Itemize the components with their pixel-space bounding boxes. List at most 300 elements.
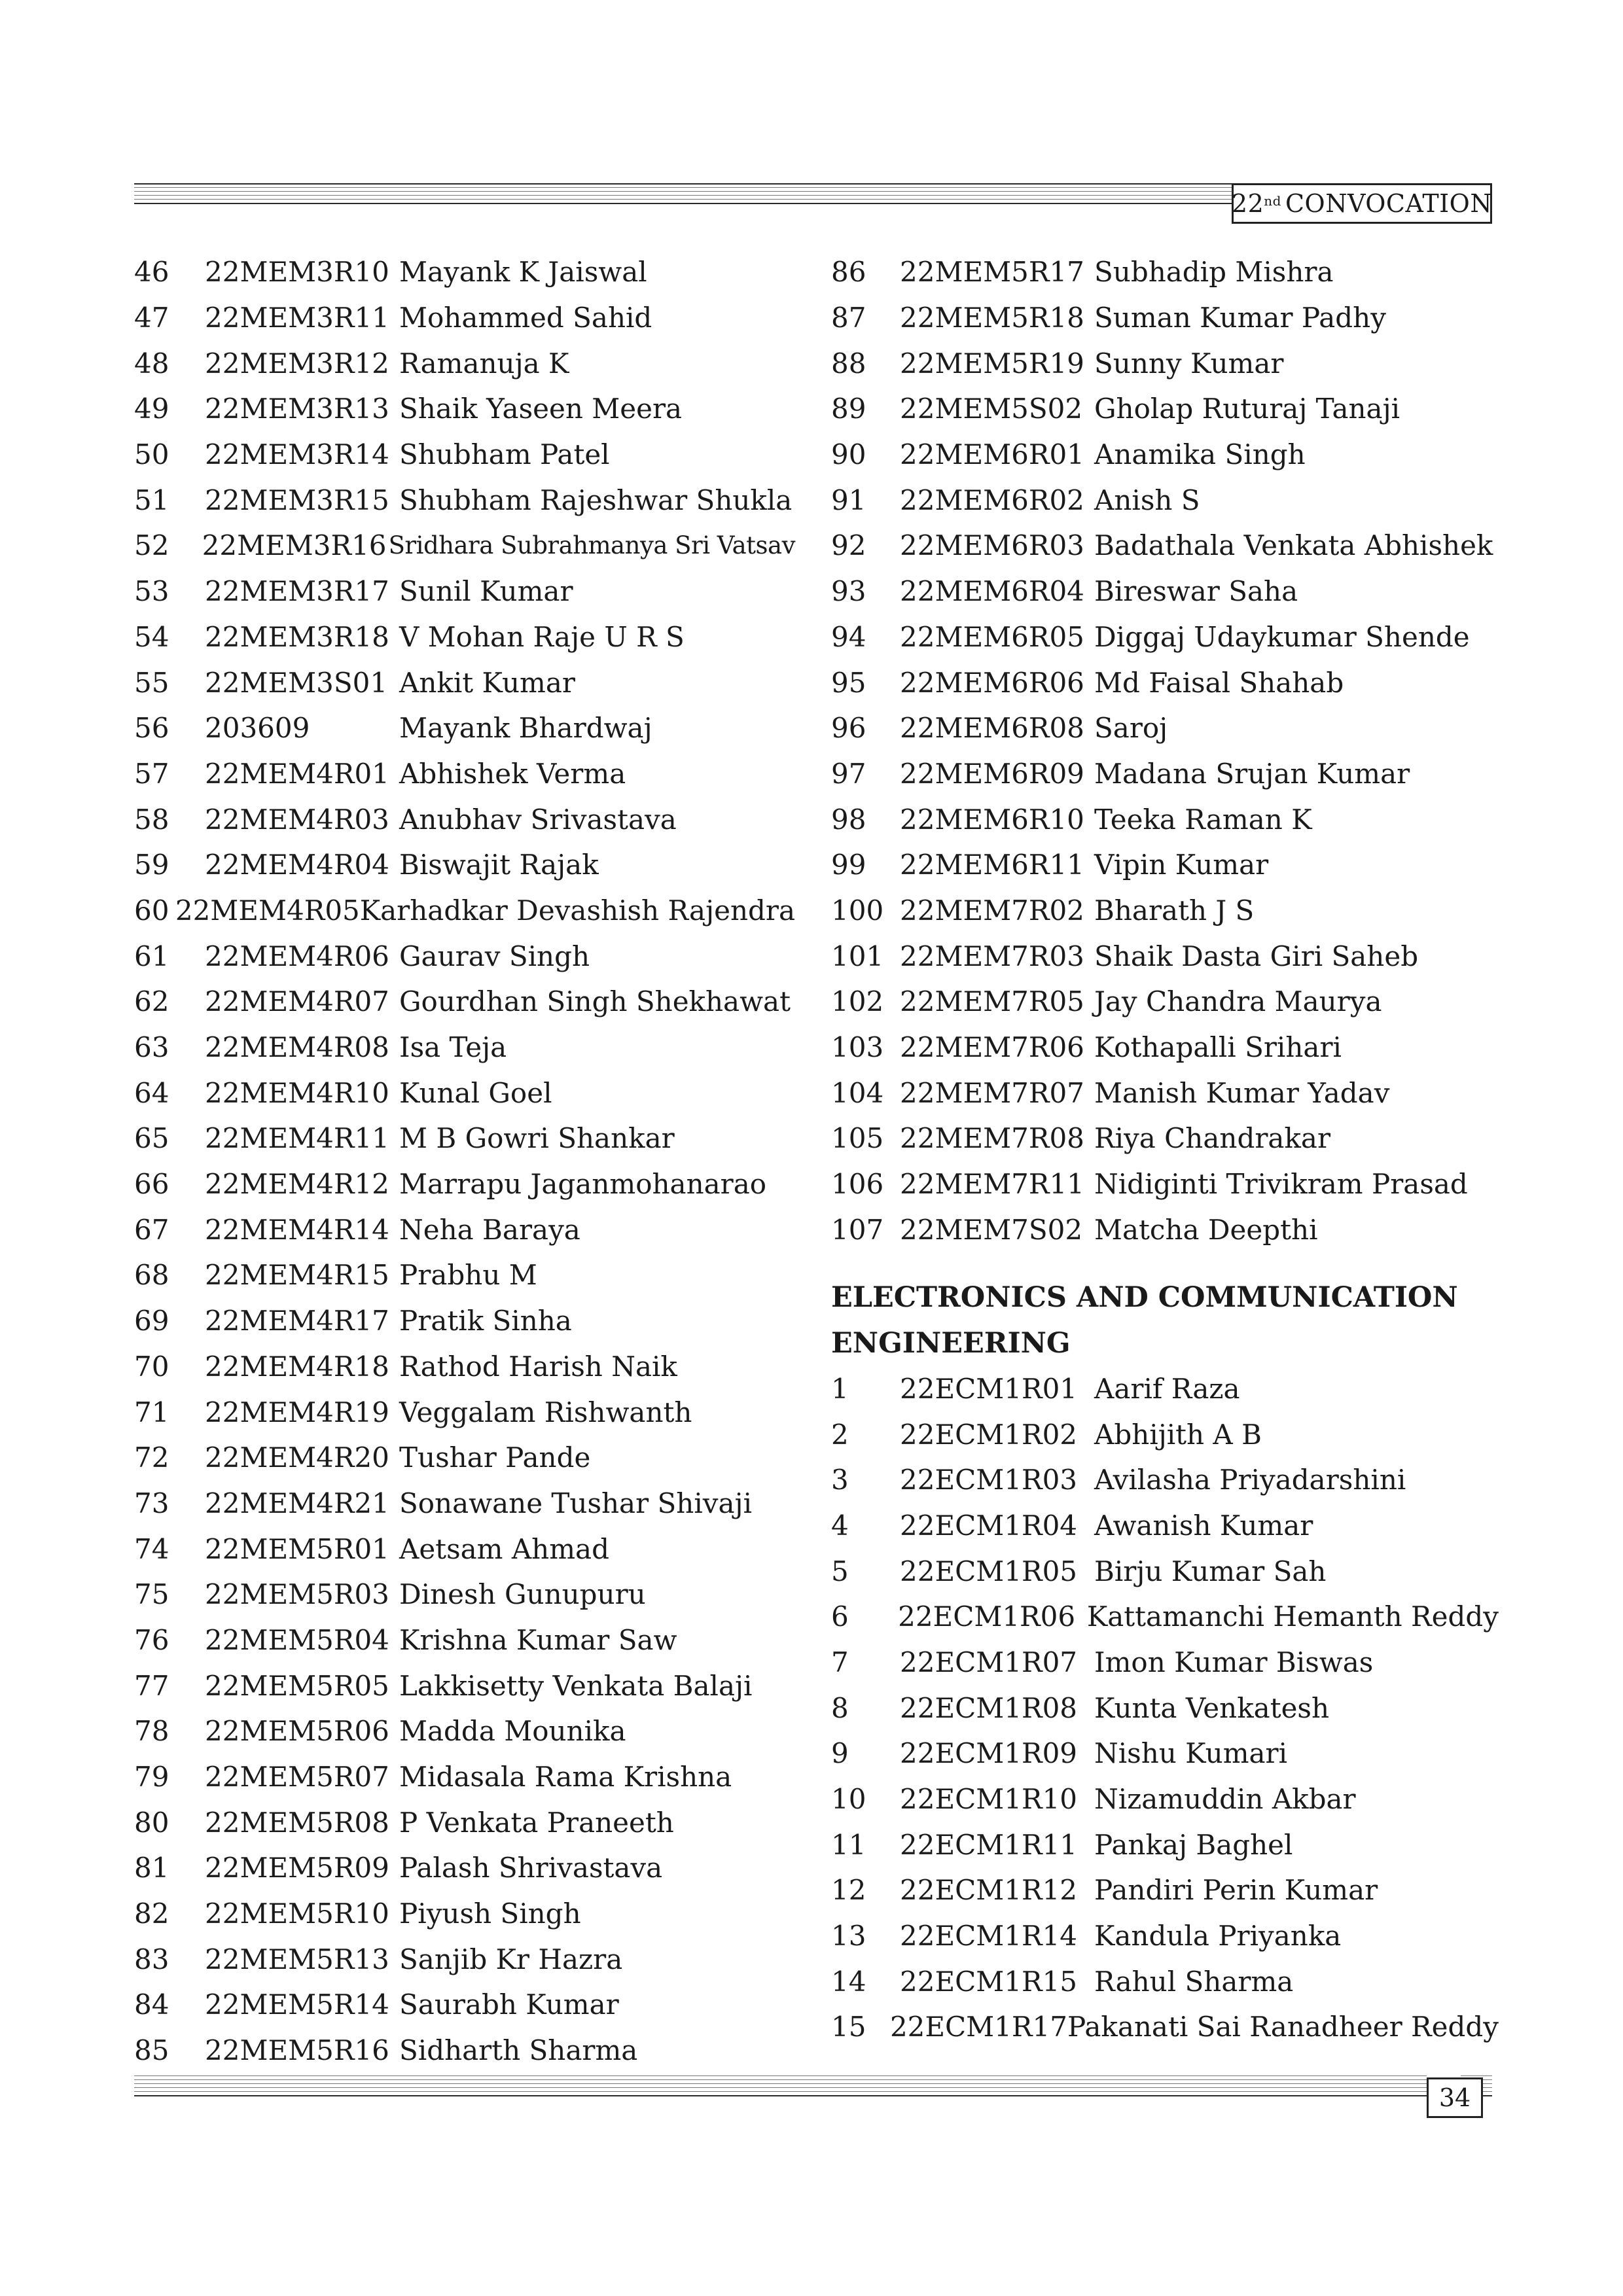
student-name: Kattamanchi Hemanth Reddy <box>1086 1600 1499 1633</box>
serial-number: 84 <box>134 1988 169 2021</box>
student-name: Anish S <box>1094 484 1200 516</box>
list-item <box>134 1617 795 1663</box>
student-name: Bharath J S <box>1094 894 1255 927</box>
roll-number: 22MEM5R14 <box>205 1988 389 2021</box>
list-item <box>134 249 795 295</box>
serial-number: 56 <box>134 712 169 745</box>
student-name: Gholap Ruturaj Tanaji <box>1094 393 1400 425</box>
roll-number: 22MEM7R06 <box>900 1031 1084 1064</box>
serial-number: 15 <box>831 2011 866 2043</box>
serial-number: 9 <box>831 1737 849 1770</box>
student-name: Pandiri Perin Kumar <box>1094 1874 1378 1907</box>
student-name: Veggalam Rishwanth <box>399 1396 692 1428</box>
list-item <box>831 1685 1499 1731</box>
serial-number: 58 <box>134 803 169 836</box>
serial-number: 62 <box>134 985 169 1018</box>
student-name: Anamika Singh <box>1094 438 1306 471</box>
roll-number: 22MEM4R07 <box>205 985 389 1018</box>
serial-number: 65 <box>134 1122 169 1155</box>
serial-number: 88 <box>831 347 866 380</box>
serial-number: 46 <box>134 256 169 289</box>
roll-number: 22MEM6R05 <box>900 620 1084 653</box>
roll-number: 22ECM1R15 <box>900 1965 1078 1998</box>
list-item <box>831 340 1499 386</box>
right-column-rows <box>831 249 1499 1252</box>
roll-number: 22MEM4R18 <box>205 1350 389 1383</box>
serial-number: 97 <box>831 757 866 790</box>
left-column-list <box>134 249 795 2074</box>
list-item <box>134 888 795 934</box>
serial-number: 72 <box>134 1441 169 1474</box>
list-item <box>831 705 1499 751</box>
serial-number: 107 <box>831 1213 884 1246</box>
serial-number: 85 <box>134 2034 169 2067</box>
list-item <box>134 340 795 386</box>
student-name: Marrapu Jaganmohanarao <box>399 1168 767 1201</box>
student-name: Matcha Deepthi <box>1094 1213 1318 1246</box>
list-item <box>134 1708 795 1754</box>
student-name: Rathod Harish Naik <box>399 1350 677 1383</box>
serial-number: 71 <box>134 1396 169 1428</box>
list-item <box>831 2004 1499 2050</box>
student-name: M B Gowri Shankar <box>399 1122 675 1155</box>
serial-number: 49 <box>134 393 169 425</box>
student-name: Shaik Dasta Giri Saheb <box>1094 940 1419 972</box>
roll-number: 22MEM4R21 <box>205 1487 389 1519</box>
list-item <box>134 1025 795 1070</box>
serial-number: 52 <box>134 529 169 562</box>
roll-number: 22MEM5S02 <box>900 393 1083 425</box>
roll-number: 22MEM3R12 <box>205 347 389 380</box>
student-name: Shubham Patel <box>399 438 610 471</box>
list-item <box>134 614 795 660</box>
student-name: Anubhav Srivastava <box>399 803 677 836</box>
student-name: Badathala Venkata Abhishek <box>1094 529 1493 562</box>
serial-number: 101 <box>831 940 884 972</box>
student-name: Shaik Yaseen Meera <box>399 393 683 425</box>
convocation-label: CONVOCATION <box>1285 189 1493 218</box>
student-name: Suman Kumar Padhy <box>1094 302 1386 334</box>
list-item <box>831 1640 1499 1686</box>
student-name: Gourdhan Singh Shekhawat <box>399 985 791 1018</box>
student-name: Kothapalli Srihari <box>1094 1031 1342 1064</box>
roll-number: 22MEM4R17 <box>205 1305 389 1337</box>
list-item <box>831 751 1499 797</box>
roll-number: 22MEM3R16 <box>202 529 387 562</box>
serial-number: 74 <box>134 1532 169 1565</box>
serial-number: 7 <box>831 1646 849 1678</box>
student-name: Avilasha Priyadarshini <box>1094 1464 1406 1496</box>
student-name: Sunil Kumar <box>399 575 573 608</box>
student-name: Mayank Bhardwaj <box>399 712 652 745</box>
roll-number: 22MEM5R01 <box>205 1532 389 1565</box>
serial-number: 69 <box>134 1305 169 1337</box>
list-item <box>831 1366 1499 1412</box>
serial-number: 68 <box>134 1259 169 1292</box>
roll-number: 22MEM5R06 <box>205 1715 389 1748</box>
roll-number: 22MEM6R06 <box>900 666 1084 699</box>
list-item <box>831 477 1499 523</box>
roll-number: 22MEM7R11 <box>900 1168 1084 1201</box>
roll-number: 22MEM4R11 <box>205 1122 389 1155</box>
student-name: Kandula Priyanka <box>1094 1920 1342 1952</box>
convocation-label-box <box>1232 183 1492 224</box>
list-item <box>134 751 795 797</box>
serial-number: 92 <box>831 529 866 562</box>
student-name: Sanjib Kr Hazra <box>399 1943 623 1975</box>
roll-number: 22MEM4R10 <box>205 1076 389 1109</box>
student-name: Kunta Venkatesh <box>1094 1691 1330 1724</box>
list-item <box>831 1731 1499 1776</box>
student-name: Abhishek Verma <box>399 757 626 790</box>
roll-number: 22MEM6R10 <box>900 803 1084 836</box>
student-name: Diggaj Udaykumar Shende <box>1094 620 1470 653</box>
section-heading-line2: ENGINEERING <box>831 1326 1071 1360</box>
roll-number: 22MEM5R10 <box>205 1898 389 1930</box>
serial-number: 98 <box>831 803 866 836</box>
list-item <box>831 888 1499 934</box>
roll-number: 22MEM6R04 <box>900 575 1084 608</box>
serial-number: 2 <box>831 1418 849 1451</box>
roll-number: 22MEM6R11 <box>900 849 1084 881</box>
serial-number: 64 <box>134 1076 169 1109</box>
roll-number: 22MEM4R01 <box>205 757 389 790</box>
page-number: 34 <box>1427 2077 1483 2118</box>
list-item <box>831 1503 1499 1549</box>
student-name: Neha Baraya <box>399 1213 580 1246</box>
list-item <box>831 660 1499 705</box>
student-name: Aarif Raza <box>1094 1372 1240 1405</box>
student-name: Karhadkar Devashish Rajendra <box>359 894 795 927</box>
serial-number: 53 <box>134 575 169 608</box>
student-name: Pratik Sinha <box>399 1305 572 1337</box>
roll-number: 22MEM6R09 <box>900 757 1084 790</box>
serial-number: 104 <box>831 1076 884 1109</box>
serial-number: 94 <box>831 620 866 653</box>
serial-number: 80 <box>134 1806 169 1839</box>
student-name: Manish Kumar Yadav <box>1094 1076 1390 1109</box>
list-item <box>831 1594 1499 1640</box>
student-name: Abhijith A B <box>1094 1418 1262 1451</box>
student-name: Nizamuddin Akbar <box>1094 1783 1356 1816</box>
roll-number: 22MEM5R16 <box>205 2034 389 2067</box>
student-name: Ramanuja K <box>399 347 569 380</box>
serial-number: 6 <box>831 1600 849 1633</box>
list-item <box>831 979 1499 1025</box>
list-item <box>831 1867 1499 1913</box>
serial-number: 57 <box>134 757 169 790</box>
list-item <box>134 1344 795 1390</box>
roll-number: 22MEM4R20 <box>205 1441 389 1474</box>
list-item <box>134 660 795 705</box>
student-name: Pankaj Baghel <box>1094 1828 1293 1861</box>
roll-number: 22ECM1R17 <box>889 2011 1067 2043</box>
serial-number: 100 <box>831 894 884 927</box>
roll-number: 22MEM5R19 <box>900 347 1084 380</box>
list-item <box>831 1025 1499 1070</box>
student-name: P Venkata Praneeth <box>399 1806 674 1839</box>
roll-number: 22MEM6R08 <box>900 712 1084 745</box>
roll-number: 22MEM3S01 <box>205 666 388 699</box>
serial-number: 63 <box>134 1031 169 1064</box>
list-item <box>134 1754 795 1800</box>
list-item <box>134 523 795 569</box>
roll-number: 22MEM7R03 <box>900 940 1084 972</box>
serial-number: 77 <box>134 1669 169 1702</box>
list-item <box>134 1298 795 1344</box>
student-name: Sidharth Sharma <box>399 2034 638 2067</box>
serial-number: 51 <box>134 484 169 516</box>
serial-number: 11 <box>831 1828 866 1861</box>
student-name: Isa Teja <box>399 1031 507 1064</box>
list-item <box>134 1891 795 1937</box>
serial-number: 89 <box>831 393 866 425</box>
list-item <box>134 705 795 751</box>
list-item <box>831 569 1499 614</box>
serial-number: 54 <box>134 620 169 653</box>
student-name: Shubham Rajeshwar Shukla <box>399 484 793 516</box>
roll-number: 22MEM5R03 <box>205 1578 389 1611</box>
list-item <box>134 1070 795 1116</box>
header-rule-lines <box>134 183 1232 207</box>
roll-number: 22MEM5R05 <box>205 1669 389 1702</box>
student-name: Subhadip Mishra <box>1094 256 1334 289</box>
roll-number: 22ECM1R12 <box>900 1874 1078 1907</box>
roll-number: 22MEM6R01 <box>900 438 1084 471</box>
serial-number: 83 <box>134 1943 169 1975</box>
list-item <box>134 1435 795 1481</box>
serial-number: 14 <box>831 1965 866 1998</box>
roll-number: 22ECM1R01 <box>900 1372 1078 1405</box>
student-name: Ankit Kumar <box>399 666 575 699</box>
list-item <box>134 1252 795 1298</box>
student-name: Mayank K Jaiswal <box>399 256 647 289</box>
serial-number: 61 <box>134 940 169 972</box>
roll-number: 22MEM5R09 <box>205 1852 389 1884</box>
list-item <box>134 432 795 478</box>
roll-number: 22MEM5R18 <box>900 302 1084 334</box>
roll-number: 22MEM4R19 <box>205 1396 389 1428</box>
serial-number: 59 <box>134 849 169 881</box>
student-name: Nidiginti Trivikram Prasad <box>1094 1168 1468 1201</box>
serial-number: 102 <box>831 985 884 1018</box>
roll-number: 22MEM5R08 <box>205 1806 389 1839</box>
list-item <box>831 1161 1499 1207</box>
student-name: Sridhara Subrahmanya Sri Vatsav <box>388 531 795 560</box>
roll-number: 22MEM4R04 <box>205 849 389 881</box>
student-name: Saurabh Kumar <box>399 1988 619 2021</box>
serial-number: 67 <box>134 1213 169 1246</box>
ece-rows <box>831 1366 1499 2050</box>
list-item <box>134 979 795 1025</box>
serial-number: 50 <box>134 438 169 471</box>
student-name: Krishna Kumar Saw <box>399 1623 677 1656</box>
roll-number: 22ECM1R03 <box>900 1464 1078 1496</box>
roll-number: 22ECM1R08 <box>900 1691 1078 1724</box>
serial-number: 55 <box>134 666 169 699</box>
roll-number: 22MEM3R17 <box>205 575 389 608</box>
roll-number: 22MEM3R14 <box>205 438 389 471</box>
serial-number: 93 <box>831 575 866 608</box>
student-name: Saroj <box>1094 712 1168 745</box>
roll-number: 22MEM7R07 <box>900 1076 1084 1109</box>
student-name: Gaurav Singh <box>399 940 590 972</box>
serial-number: 87 <box>831 302 866 334</box>
roll-number: 22ECM1R06 <box>898 1600 1076 1633</box>
student-name: Madana Srujan Kumar <box>1094 757 1410 790</box>
student-name: Prabhu M <box>399 1259 537 1292</box>
student-name: Nishu Kumari <box>1094 1737 1288 1770</box>
serial-number: 90 <box>831 438 866 471</box>
list-item <box>134 1526 795 1572</box>
roll-number: 22MEM5R13 <box>205 1943 389 1975</box>
list-item <box>831 523 1499 569</box>
student-name: Piyush Singh <box>399 1898 581 1930</box>
roll-number: 22ECM1R05 <box>900 1555 1078 1587</box>
serial-number: 76 <box>134 1623 169 1656</box>
list-item <box>831 1207 1499 1252</box>
list-item <box>831 1548 1499 1594</box>
list-item <box>134 386 795 432</box>
roll-number: 22MEM3R13 <box>205 393 389 425</box>
serial-number: 91 <box>831 484 866 516</box>
roll-number: 22MEM3R18 <box>205 620 389 653</box>
roll-number: 22MEM7R08 <box>900 1122 1084 1155</box>
roll-number: 22MEM6R02 <box>900 484 1084 516</box>
list-item <box>134 1799 795 1845</box>
roll-number: 22MEM4R14 <box>205 1213 389 1246</box>
roll-number: 22ECM1R02 <box>900 1418 1078 1451</box>
list-item <box>831 386 1499 432</box>
roll-number: 22MEM5R04 <box>205 1623 389 1656</box>
student-name: Birju Kumar Sah <box>1094 1555 1327 1587</box>
roll-number: 22MEM7R02 <box>900 894 1084 927</box>
student-name: Midasala Rama Krishna <box>399 1761 732 1793</box>
student-name: Jay Chandra Maurya <box>1094 985 1382 1018</box>
list-item <box>134 1982 795 2028</box>
list-item <box>134 477 795 523</box>
serial-number: 73 <box>134 1487 169 1519</box>
list-item <box>134 1207 795 1252</box>
list-item <box>831 1457 1499 1503</box>
student-name: Sunny Kumar <box>1094 347 1284 380</box>
roll-number: 22MEM3R10 <box>205 256 389 289</box>
list-item <box>831 1958 1499 2004</box>
list-item <box>134 2028 795 2074</box>
list-item <box>831 1913 1499 1959</box>
convocation-ordinal: 22 <box>1231 189 1264 218</box>
list-item <box>134 842 795 888</box>
list-item <box>831 796 1499 842</box>
student-name: Mohammed Sahid <box>399 302 652 334</box>
list-item <box>831 614 1499 660</box>
serial-number: 1 <box>831 1372 849 1405</box>
roll-number: 22ECM1R10 <box>900 1783 1078 1816</box>
roll-number: 22MEM4R08 <box>205 1031 389 1064</box>
roll-number: 22MEM5R17 <box>900 256 1084 289</box>
list-item <box>134 295 795 341</box>
roll-number: 22MEM3R11 <box>205 302 389 334</box>
convocation-suffix: nd <box>1264 193 1281 209</box>
list-item <box>134 1572 795 1617</box>
student-name: Kunal Goel <box>399 1076 552 1109</box>
serial-number: 86 <box>831 256 866 289</box>
serial-number: 81 <box>134 1852 169 1884</box>
student-name: Pakanati Sai Ranadheer Reddy <box>1067 2011 1499 2043</box>
roll-number: 22MEM6R03 <box>900 529 1084 562</box>
serial-number: 4 <box>831 1509 849 1542</box>
list-item <box>134 933 795 979</box>
serial-number: 95 <box>831 666 866 699</box>
list-item <box>134 1936 795 1982</box>
serial-number: 13 <box>831 1920 866 1952</box>
student-name: Riya Chandrakar <box>1094 1122 1331 1155</box>
roll-number: 22ECM1R07 <box>900 1646 1078 1678</box>
serial-number: 105 <box>831 1122 884 1155</box>
roll-number: 22ECM1R11 <box>900 1828 1078 1861</box>
student-name: Bireswar Saha <box>1094 575 1298 608</box>
student-name: Lakkisetty Venkata Balaji <box>399 1669 753 1702</box>
roll-number: 22MEM3R15 <box>205 484 389 516</box>
section-heading-line1: ELECTRONICS AND COMMUNICATION <box>831 1280 1458 1314</box>
right-column-list <box>831 249 1499 2050</box>
student-name: Palash Shrivastava <box>399 1852 663 1884</box>
student-name: Vipin Kumar <box>1094 849 1269 881</box>
serial-number: 8 <box>831 1691 849 1724</box>
roll-number: 22ECM1R14 <box>900 1920 1078 1952</box>
student-name: Dinesh Gunupuru <box>399 1578 646 1611</box>
footer-rule-lines <box>134 2075 1427 2099</box>
roll-number: 22ECM1R04 <box>900 1509 1078 1542</box>
serial-number: 3 <box>831 1464 849 1496</box>
serial-number: 47 <box>134 302 169 334</box>
student-name: Madda Mounika <box>399 1715 626 1748</box>
serial-number: 5 <box>831 1555 849 1587</box>
list-item <box>831 1116 1499 1161</box>
list-item <box>831 1070 1499 1116</box>
serial-number: 103 <box>831 1031 884 1064</box>
list-item <box>831 1776 1499 1822</box>
roll-number: 22MEM5R07 <box>205 1761 389 1793</box>
list-item <box>831 249 1499 295</box>
serial-number: 106 <box>831 1168 884 1201</box>
list-item <box>134 1161 795 1207</box>
list-item <box>134 796 795 842</box>
student-name: Md Faisal Shahab <box>1094 666 1344 699</box>
list-item <box>134 1389 795 1435</box>
roll-number: 22MEM4R06 <box>205 940 389 972</box>
serial-number: 10 <box>831 1783 866 1816</box>
serial-number: 96 <box>831 712 866 745</box>
serial-number: 48 <box>134 347 169 380</box>
student-name: Awanish Kumar <box>1094 1509 1313 1542</box>
serial-number: 82 <box>134 1898 169 1930</box>
roll-number: 22MEM7S02 <box>900 1213 1083 1246</box>
list-item <box>831 1411 1499 1457</box>
serial-number: 75 <box>134 1578 169 1611</box>
student-name: Sonawane Tushar Shivaji <box>399 1487 753 1519</box>
student-name: Biswajit Rajak <box>399 849 599 881</box>
list-item <box>134 1663 795 1708</box>
student-name: Tushar Pande <box>399 1441 591 1474</box>
list-item <box>134 1481 795 1527</box>
roll-number: 22MEM4R03 <box>205 803 389 836</box>
serial-number: 12 <box>831 1874 866 1907</box>
roll-number: 203609 <box>205 712 310 745</box>
roll-number: 22ECM1R09 <box>900 1737 1078 1770</box>
list-item <box>831 1822 1499 1867</box>
serial-number: 99 <box>831 849 866 881</box>
